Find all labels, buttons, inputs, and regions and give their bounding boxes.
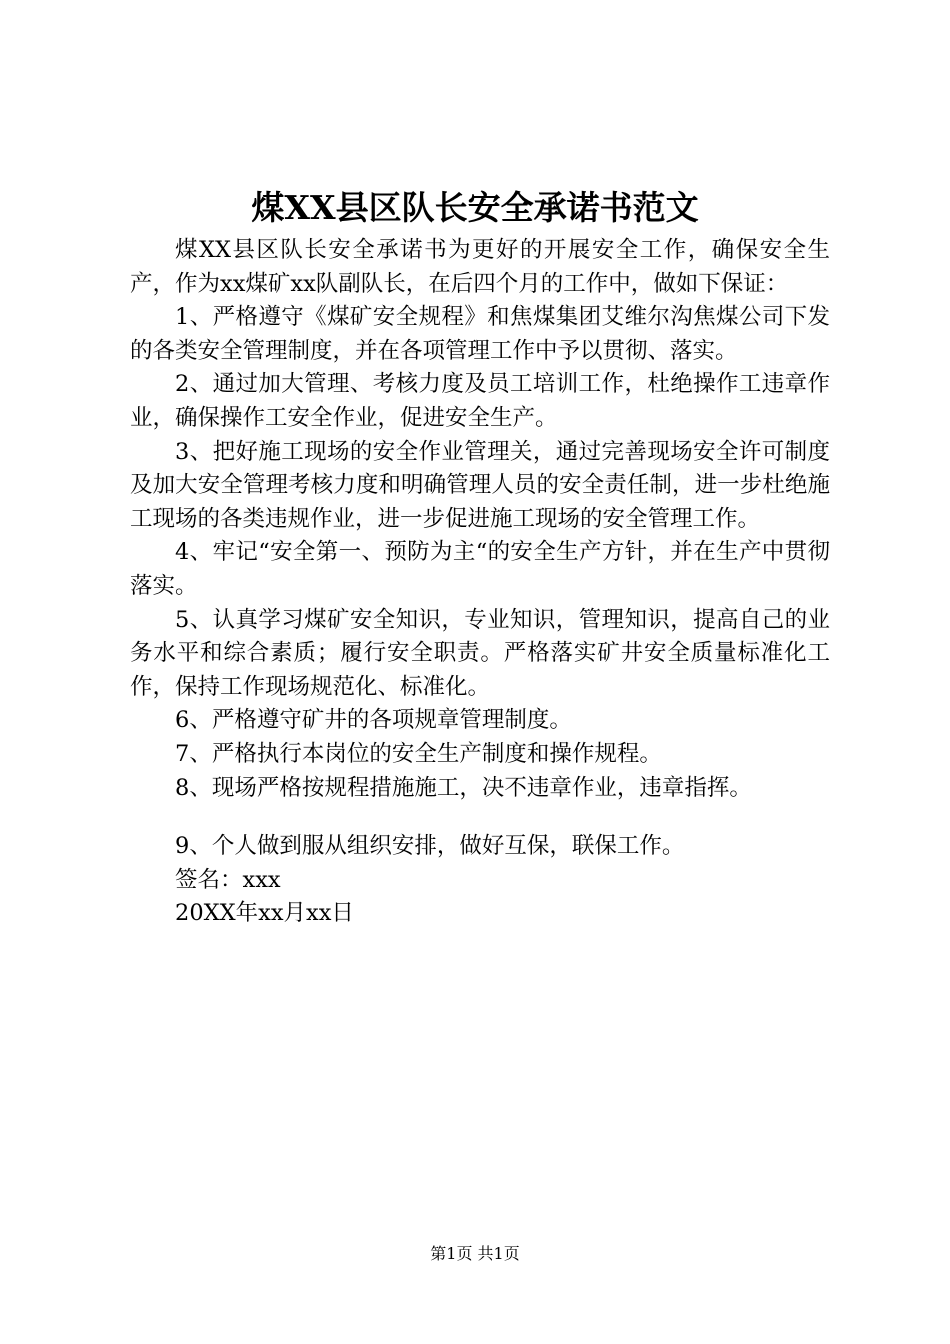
document-body bbox=[130, 234, 830, 931]
item-2: 2、通过加大管理、考核力度及员工培训工作，杜绝操作工违章作业，确保操作工安全作业，促进安全生产。 bbox=[130, 371, 830, 431]
item-8: 8、现场严格按规程措施施工，决不违章作业，违章指挥。 bbox=[175, 774, 752, 801]
paragraph-gap bbox=[130, 805, 830, 830]
item-1: 1、严格遵守《煤矿安全规程》和焦煤集团艾维尔沟焦煤公司下发的各类安全管理制度，并在各项管理工作中予以贯彻、落实。 bbox=[130, 304, 830, 364]
item-7: 7、严格执行本岗位的安全生产制度和操作规程。 bbox=[175, 740, 662, 767]
item-3: 3、把好施工现场的安全作业管理关，通过完善现场安全许可制度及加大安全管理考核力度和明确管理人员的安全责任制，进一步杜绝施工现场的各类违规作业，进一步促进施工现场的安全管理工作。 bbox=[130, 438, 830, 532]
item-5: 5、认真学习煤矿安全知识，专业知识，管理知识，提高自己的业务水平和综合素质；履行安全职责。严格落实矿井安全质量标准化工作，保持工作现场规范化、标准化。 bbox=[130, 606, 830, 700]
item-6: 6、严格遵守矿井的各项规章管理制度。 bbox=[175, 707, 572, 734]
item-4: 4、牢记“安全第一、预防为主“的安全生产方针，并在生产中贯彻落实。 bbox=[130, 539, 830, 599]
document-title: 煤XX县区队长安全承诺书范文 bbox=[251, 188, 699, 227]
signature-line: 签名：xxx bbox=[175, 866, 281, 893]
item-9: 9、个人做到服从组织安排，做好互保，联保工作。 bbox=[175, 833, 685, 860]
date-line: 20XX年xx月xx日 bbox=[175, 900, 354, 927]
intro-paragraph: 煤XX县区队长安全承诺书为更好的开展安全工作，确保安全生产，作为xx煤矿xx队副队长，在后四个月的工作中，做如下保证： bbox=[130, 237, 830, 297]
page-footer: 第1页 共1页 bbox=[430, 1244, 520, 1263]
